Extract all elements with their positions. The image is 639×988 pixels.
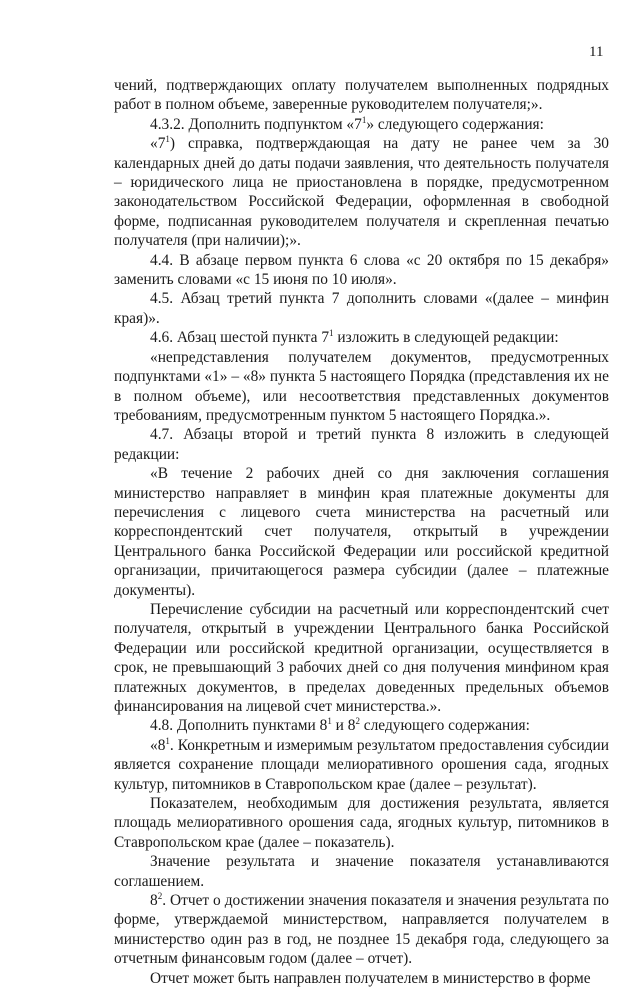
text-run: Отчет может быть направлен получателем в министерство в форме [150, 969, 591, 987]
superscript: 1 [327, 716, 332, 727]
text-run: . Конкретным и измеримым результатом предоставления субсидии является сохранение площади мелиоративного орошения сада, ягодных культур, питомников в Ставропольском крае (далее – результат). [114, 736, 609, 793]
text-run: изложить в следующей редакции: [333, 329, 559, 347]
text-run: 4.4. В абзаце первом пункта 6 слова «с 20 октября по 15 декабря» заменить словами «с 15 июня по 10 июля». [114, 251, 609, 289]
superscript: 2 [157, 891, 163, 902]
text-run: » следующего содержания: [366, 115, 544, 133]
paragraph [114, 134, 609, 250]
superscript: 1 [361, 114, 367, 125]
text-run: Перечисление субсидии на расчетный или корреспондентский счет получателя, открытый в учреждении Центрального банка Российской Федерации или российской кредитной организации, осуществляется в срок, не превышающий 3 рабочих дней со дня получения минфином края платежных документов, в пределах доведенных предельных объемов финансирования на лицевой счет министерства.». [114, 600, 609, 715]
superscript: 1 [165, 134, 170, 145]
text-run: 4.6. Абзац шестой пункта 7 [150, 329, 330, 347]
paragraph [114, 852, 609, 891]
paragraph [114, 289, 609, 328]
paragraph [114, 76, 609, 115]
paragraph [114, 251, 609, 290]
text-run: 4.5. Абзац третий пункта 7 дополнить словами «(далее – минфин края)». [114, 290, 609, 327]
text-run: . Отчет о достижении значения показателя и значения результата по форме, утверждаемой министерством, направляется получателем в министерство один раз в год, не позднее 15 декабря года, следующего за отчетным финансовым годом (далее – отчет). [114, 892, 609, 968]
text-run: 4.8. Дополнить пунктами 8 [150, 717, 328, 735]
paragraph [114, 716, 609, 735]
paragraph [114, 328, 609, 347]
paragraph [114, 425, 609, 464]
paragraph [114, 464, 609, 600]
text-run: и 8 [331, 717, 356, 735]
text-run: Показателем, необходимым для достижения результата, является площадь мелиоративного орошения сада, ягодных культур, питомников в Ставропольском крае (далее – показатель). [114, 795, 609, 851]
superscript: 1 [329, 328, 334, 339]
paragraph [114, 600, 609, 716]
paragraph [114, 969, 609, 988]
text-run: «7 [150, 135, 166, 153]
superscript: 1 [165, 735, 170, 746]
page-number: 11 [589, 44, 604, 60]
text-run: «8 [150, 736, 166, 754]
text-run: «В течение 2 рабочих дней со дня заключения соглашения министерство направляет в минфин края платежные документы для перечисления с лицевого счета министерства на расчетный или корреспондентский счет получателя, открытый в учреждении Центрального банка Российской Федерации или российской кредитной организации, причитающегося размера субсидии (далее – платежные документы). [114, 465, 609, 599]
paragraph [114, 736, 609, 794]
document-body [114, 76, 609, 988]
paragraph [114, 794, 609, 852]
text-run: 8 [150, 892, 158, 910]
text-run: ) справка, подтверждающая на дату не ранее чем за 30 календарных дней до даты подачи заявления, что деятельность получателя – юридического лица не приостановлена в порядке, предусмотренном законодательством Российской Федерации, оформленная в свободной форме, подписанная руководителем получателя и скрепленная печатью получателя (при наличии);». [114, 135, 609, 250]
text-run: 4.3.2. Дополнить подпунктом «7 [150, 115, 362, 133]
text-run: «непредставления получателем документов, предусмотренных подпунктами «1» – «8» пункта 5 настоящего Порядка (представления их не в полном объеме), или несоответствия представленных документов требованиям, предусмотренным пунктом 5 настоящего Порядка.». [114, 348, 609, 424]
text-run: следующего содержания: [359, 717, 530, 735]
paragraph [114, 348, 609, 426]
text-run: 4.7. Абзацы второй и третий пункта 8 изложить в следующей редакции: [114, 426, 609, 463]
text-run: Значение результата и значение показателя устанавливаются соглашением. [114, 853, 609, 890]
paragraph [114, 115, 609, 134]
superscript: 2 [355, 716, 360, 727]
text-run: чений, подтверждающих оплату получателем выполненных подрядных работ в полном объеме, заверенные руководителем получателя;». [114, 77, 609, 114]
